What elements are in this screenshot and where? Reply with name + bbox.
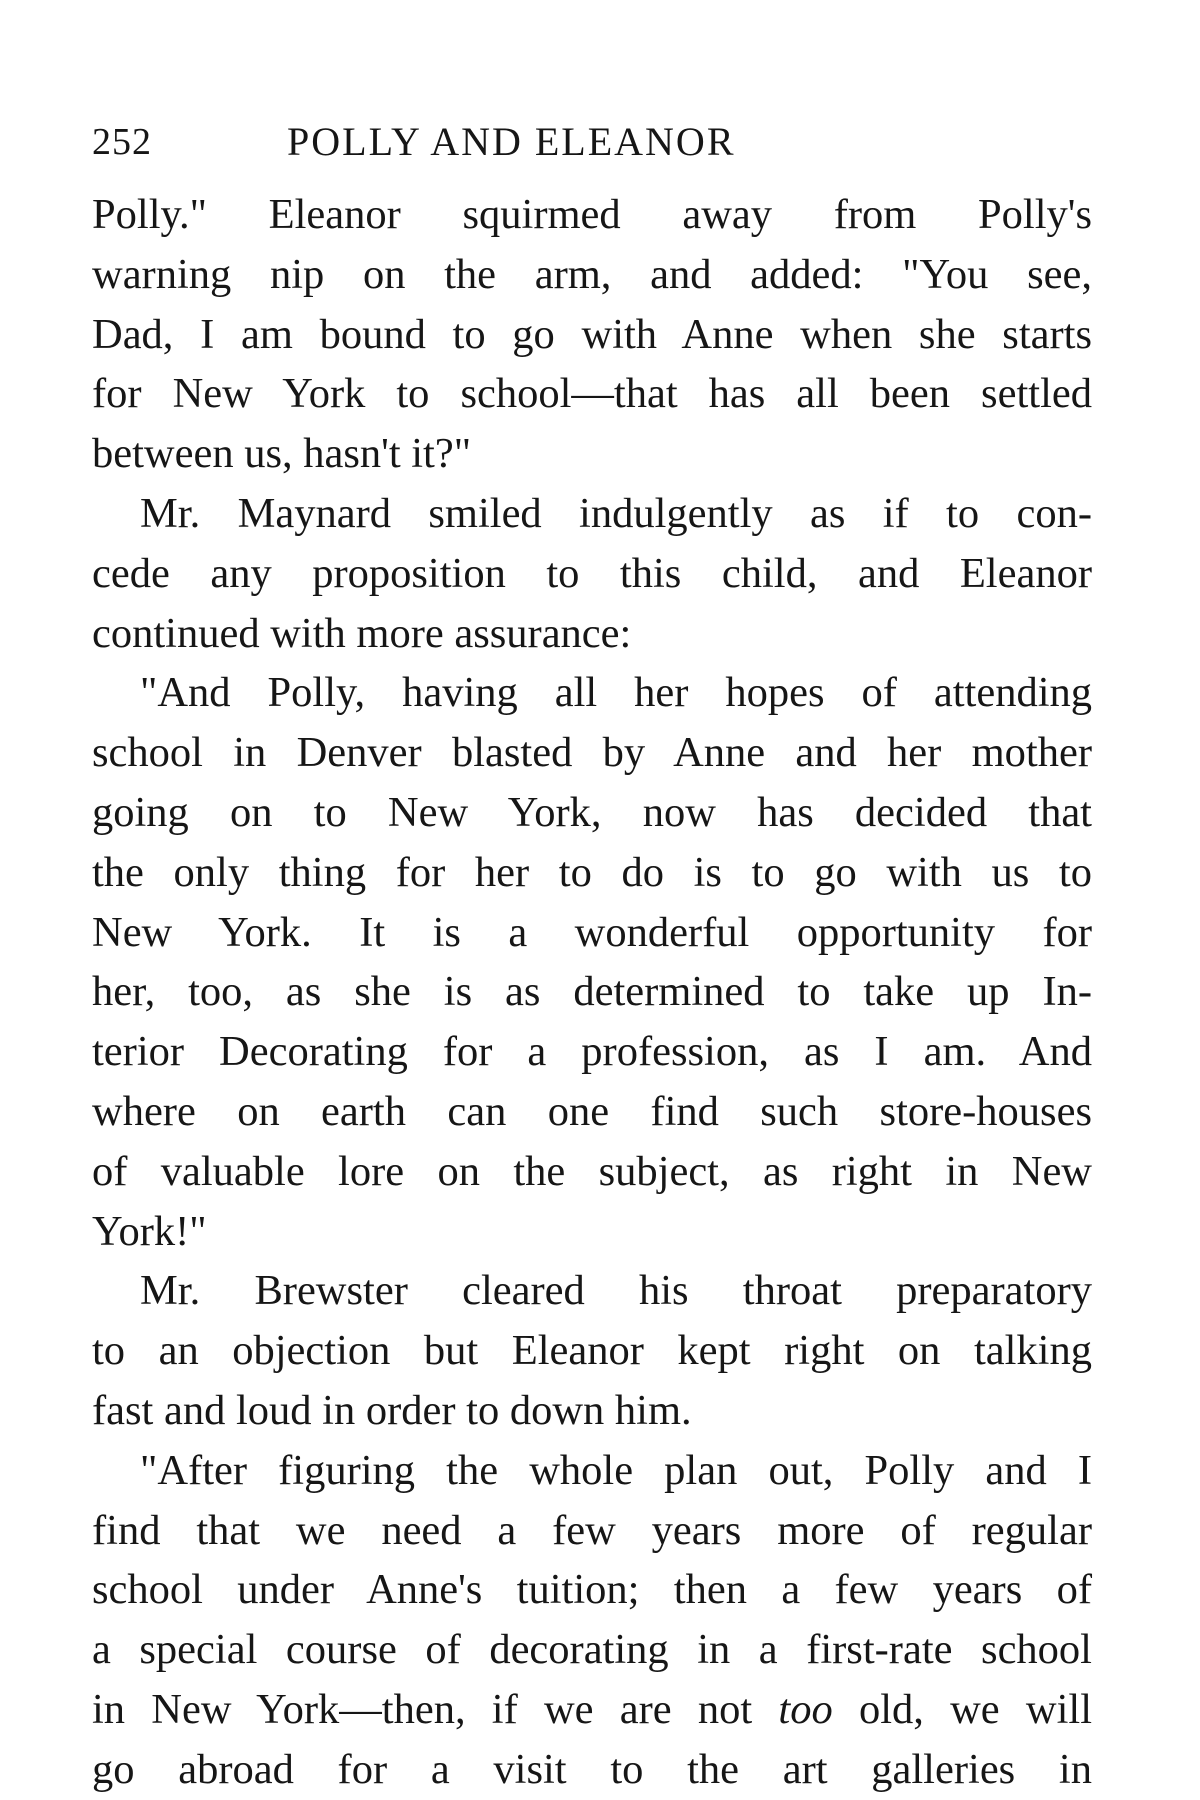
running-head-title: POLLY AND ELEANOR <box>287 119 736 164</box>
text-line: for New York to school—that has all been settled <box>92 370 1092 418</box>
text-line: Dad, I am bound to go with Anne when she starts <box>92 310 1092 358</box>
text-line: between us, hasn't it?" <box>92 430 472 478</box>
text-segment: old, we will <box>832 1685 1092 1733</box>
text-line: Mr. Brewster cleared his throat preparatory <box>140 1267 1092 1315</box>
text-segment: in New York—then, if we are not <box>92 1685 779 1733</box>
text-line: her, too, as she is as determined to take up In- <box>92 968 1092 1016</box>
running-head <box>92 112 1092 172</box>
body-text <box>92 185 1092 1800</box>
text-line: school under Anne's tuition; then a few years of <box>92 1566 1092 1614</box>
text-line: warning nip on the arm, and added: "You see, <box>92 250 1092 298</box>
text-line: fast and loud in order to down him. <box>92 1386 692 1434</box>
text-line: school in Denver blasted by Anne and her mother <box>92 729 1092 777</box>
text-line: terior Decorating for a profession, as I am. And <box>92 1028 1092 1076</box>
page-number: 252 <box>92 121 152 163</box>
text-line: go abroad for a visit to the art galleries in <box>92 1745 1092 1793</box>
text-line: to an objection but Eleanor kept right on talking <box>92 1327 1092 1375</box>
text-line: continued with more assurance: <box>92 609 632 657</box>
text-line: a special course of decorating in a first-rate school <box>92 1626 1092 1674</box>
text-line: Polly." Eleanor squirmed away from Polly's <box>92 191 1092 238</box>
text-line: Mr. Maynard smiled indulgently as if to con- <box>140 489 1092 537</box>
text-line: going on to New York, now has decided that <box>92 788 1092 836</box>
text-line: the only thing for her to do is to go with us to <box>92 848 1092 896</box>
text-line: York!" <box>92 1207 207 1255</box>
text-line: of valuable lore on the subject, as right in New <box>92 1147 1092 1195</box>
text-line: New York. It is a wonderful opportunity for <box>92 908 1092 956</box>
text-line <box>92 1680 1092 1740</box>
text-line: cede any proposition to this child, and Eleanor <box>92 549 1092 597</box>
text-line: "And Polly, having all her hopes of attending <box>140 669 1092 717</box>
text-line: "After figuring the whole plan out, Polly and I <box>140 1446 1092 1494</box>
emphasized-word: too <box>778 1685 833 1733</box>
text-line: find that we need a few years more of regular <box>92 1506 1092 1554</box>
text-line: where on earth can one find such store-houses <box>92 1087 1092 1135</box>
